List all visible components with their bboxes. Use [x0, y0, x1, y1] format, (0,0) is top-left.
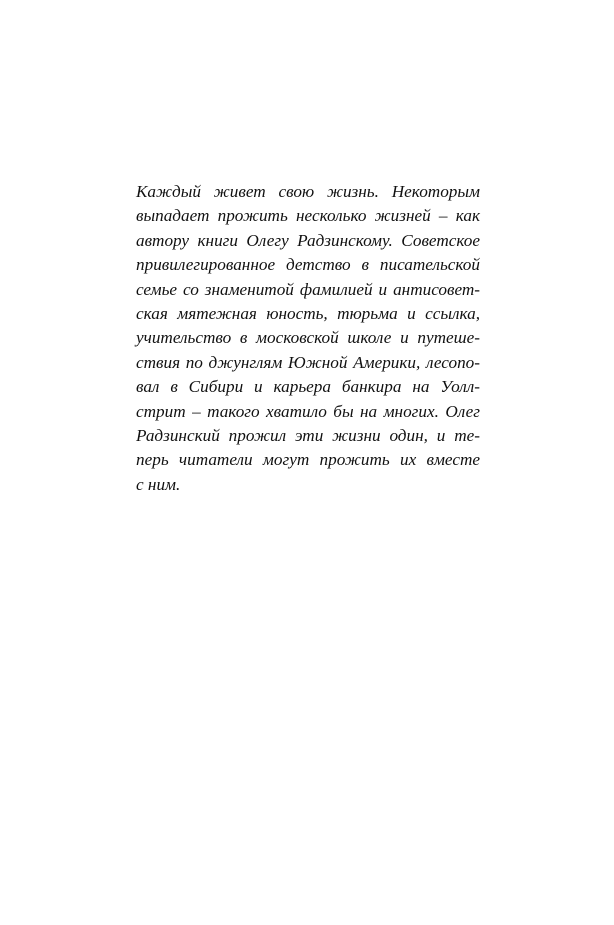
paragraph-line-10: стрит – такого хватило бы на многих. Олег: [136, 401, 480, 421]
paragraph-line-8: ствия по джунглям Южной Америки, лесопо-: [136, 352, 480, 372]
paragraph-line-12: перь читатели могут прожить их вместе: [136, 450, 480, 470]
paragraph-line-4: привилегированное детство в писательской: [136, 255, 480, 275]
annotation-paragraph: [136, 180, 480, 497]
paragraph-line-9: вал в Сибири и карьера банкира на Уолл-: [136, 377, 480, 397]
paragraph-line-11: Радзинский прожил эти жизни один, и те-: [136, 426, 480, 446]
paragraph-line-13: с ним.: [136, 474, 181, 494]
paragraph-line-6: ская мятежная юность, тюрьма и ссылка,: [136, 304, 480, 324]
paragraph-line-1: Каждый живет свою жизнь. Некоторым: [136, 182, 480, 201]
paragraph-line-3: автору книги Олегу Радзинскому. Советское: [136, 230, 480, 250]
paragraph-line-2: выпадает прожить несколько жизней – как: [136, 206, 480, 226]
paragraph-line-7: учительство в московской школе и путеше-: [136, 328, 480, 348]
paragraph-line-5: семье со знаменитой фамилией и антисовет-: [136, 279, 480, 299]
